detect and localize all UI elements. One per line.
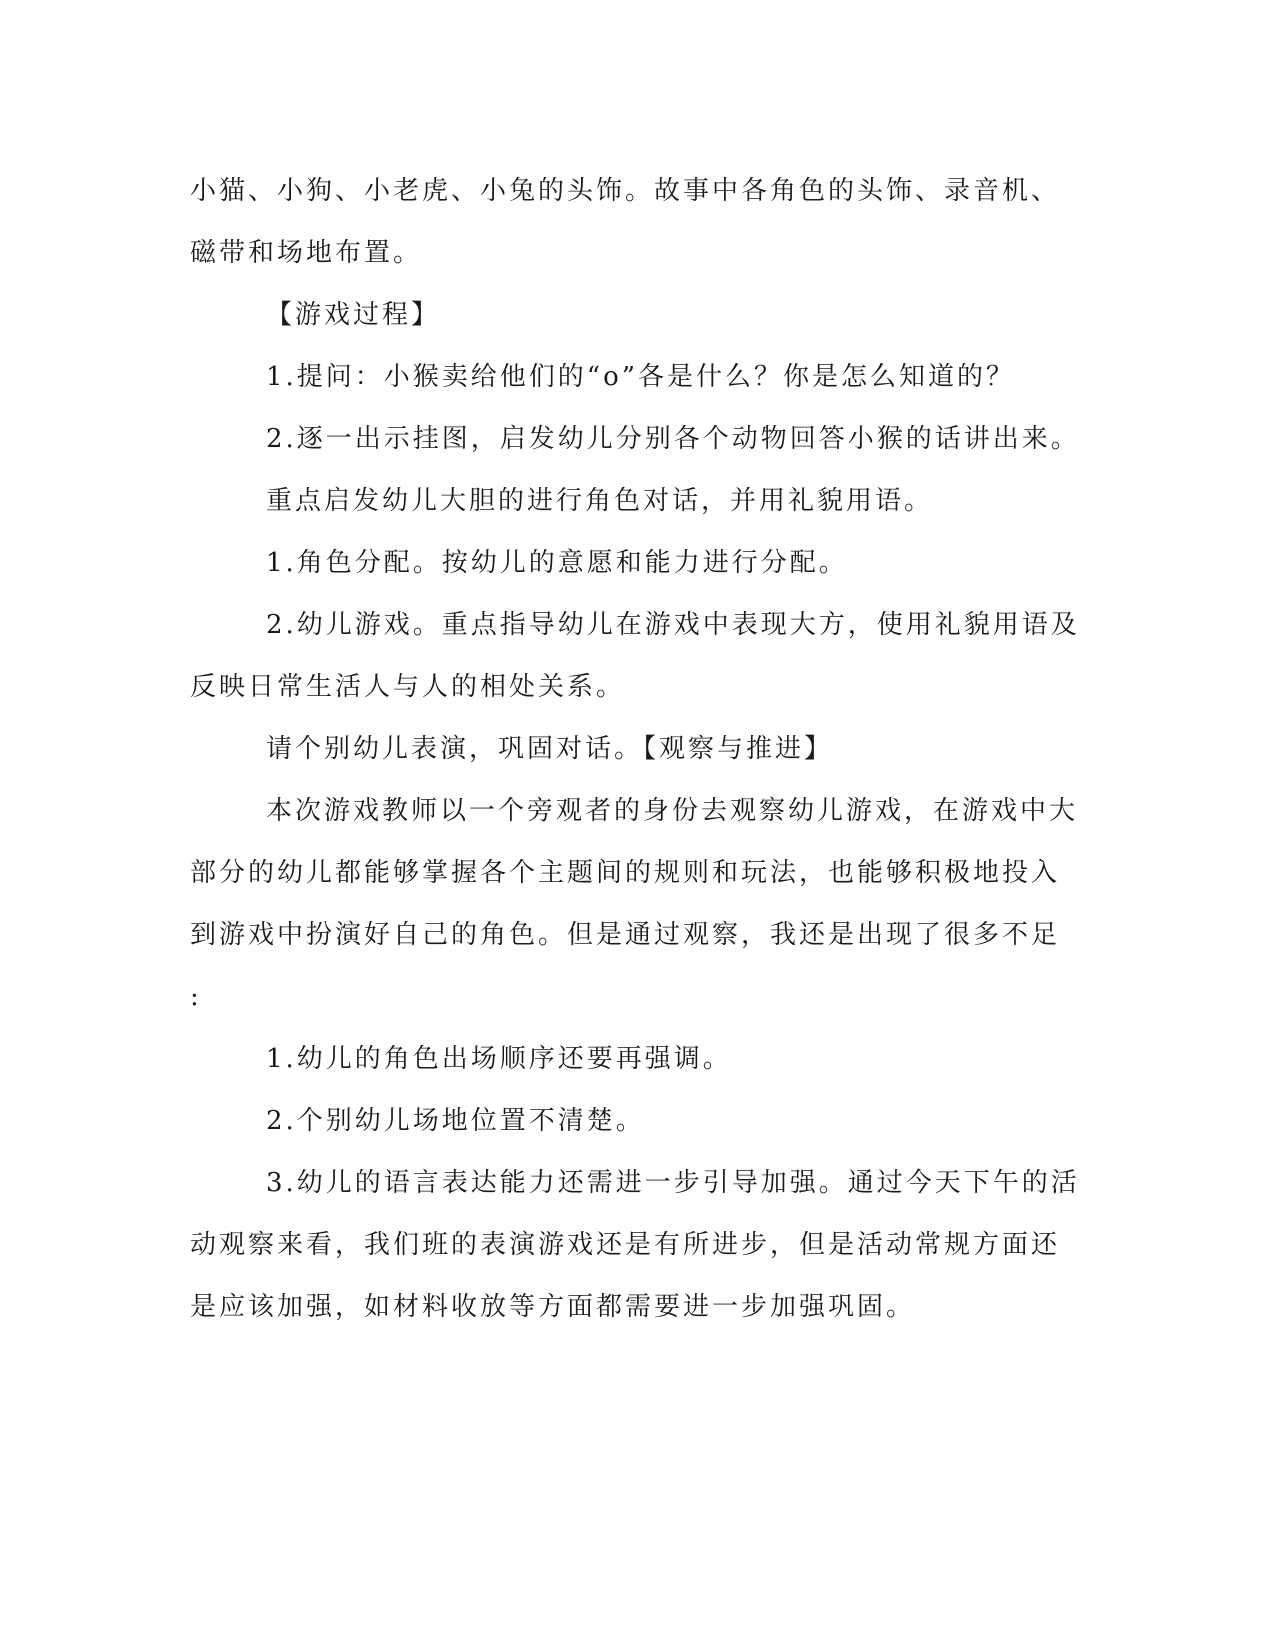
paragraph-role-assignment: 1.角色分配。按幼儿的意愿和能力进行分配。: [266, 548, 848, 578]
paragraph-children-game: 2.幼儿游戏。重点指导幼儿在游戏中表现大方，使用礼貌用语及反映日常生活人与人的相处关系。: [190, 610, 1080, 702]
list-item-language-expression: 3.幼儿的语言表达能力还需进一步引导加强。通过今天下午的活动观察来看，我们班的表演游戏还是有所进步，但是活动常规方面还是应该加强，如材料收放等方面都需要进一步加强巩固。: [190, 1168, 1080, 1322]
paragraph-show-charts: 2.逐一出示挂图，启发幼儿分别各个动物回答小猴的话讲出来。: [266, 424, 1080, 454]
paragraph-colon: :: [190, 982, 202, 1012]
section-heading-game-process: 【游戏过程】: [266, 300, 441, 330]
document-body: [190, 160, 1080, 1338]
paragraph-performance: 请个别幼儿表演，巩固对话。【观察与推进】: [266, 734, 834, 764]
list-item-role-order: 1.幼儿的角色出场顺序还要再强调。: [266, 1044, 732, 1074]
paragraph-materials: 小猫、小狗、小老虎、小兔的头饰。故事中各角色的头饰、录音机、磁带和场地布置。: [190, 176, 1061, 268]
paragraph-observation: 本次游戏教师以一个旁观者的身份去观察幼儿游戏，在游戏中大部分的幼儿都能够掌握各个主题间的规则和玩法，也能够积极地投入到游戏中扮演好自己的角色。但是通过观察，我还是出现了很多不足: [190, 796, 1079, 950]
paragraph-question: 1.提问：小猴卖给他们的“o”各是什么？你是怎么知道的？: [266, 362, 1016, 392]
list-item-venue-position: 2.个别幼儿场地位置不清楚。: [266, 1106, 645, 1136]
paragraph-dialogue-focus: 重点启发幼儿大胆的进行角色对话，并用礼貌用语。: [266, 486, 934, 516]
